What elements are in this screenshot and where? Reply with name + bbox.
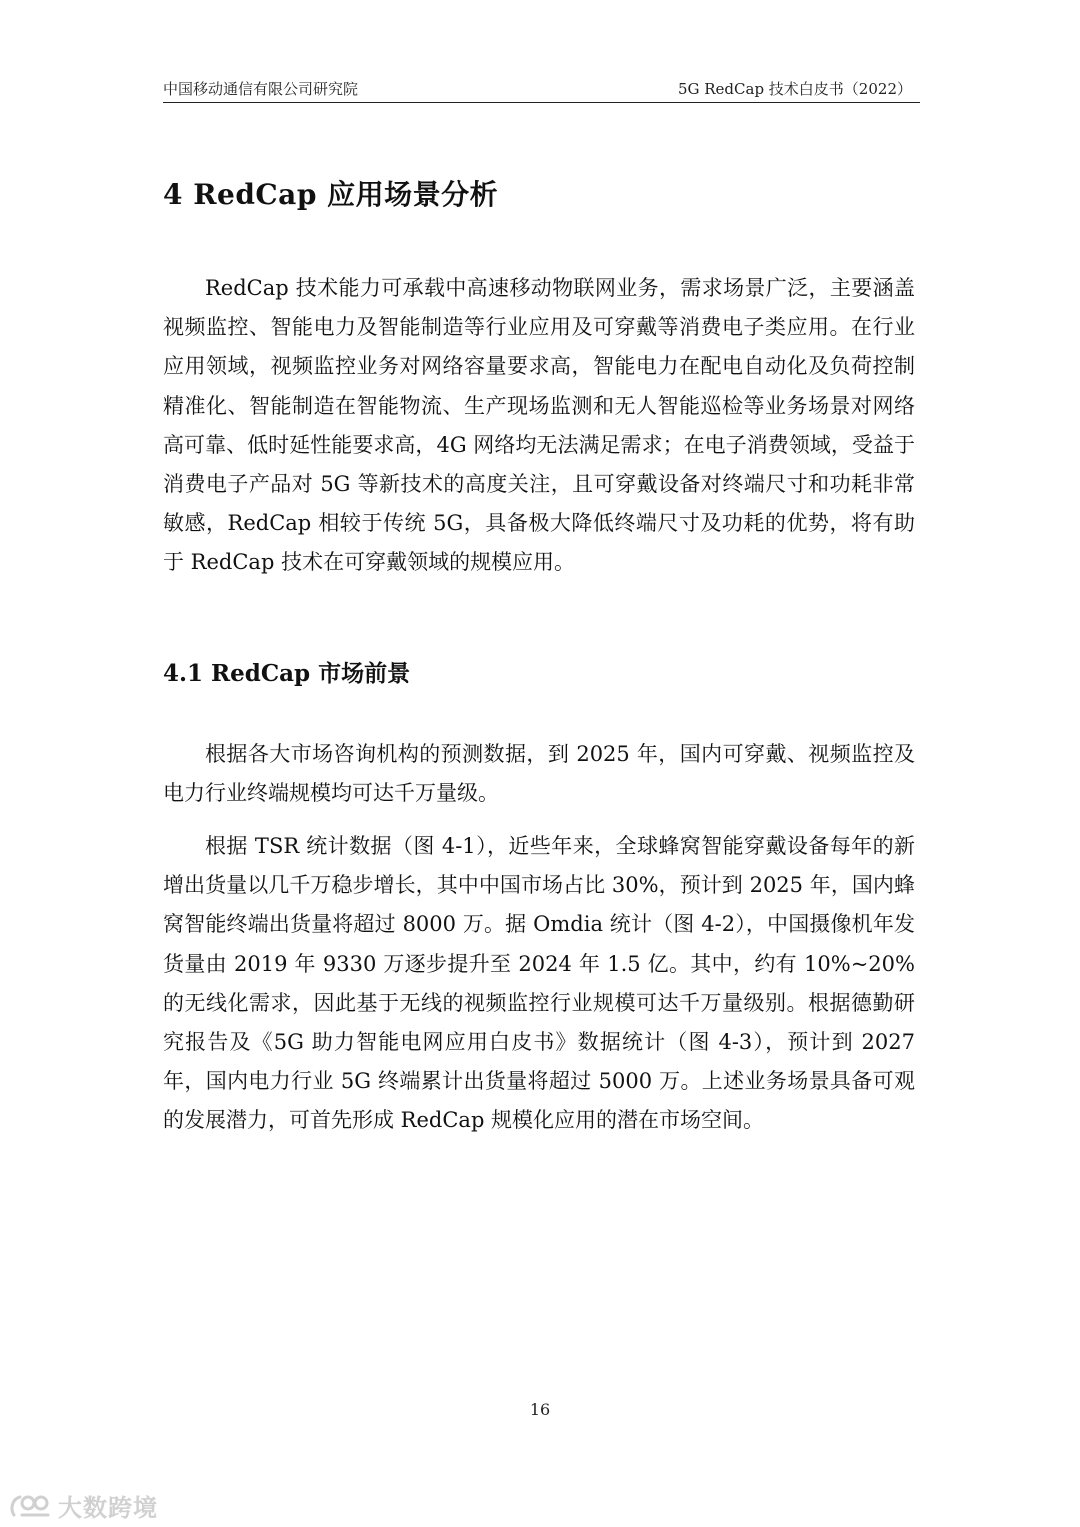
- brand-logo-icon: [8, 1491, 54, 1521]
- section-heading: 4 RedCap 应用场景分析: [163, 178, 499, 211]
- subsection-paragraph-1: 根据各大市场咨询机构的预测数据，到 2025 年，国内可穿戴、视频监控及电力行业终端规模均可达千万量级。: [163, 742, 915, 806]
- page-header: [163, 74, 920, 103]
- subsection-heading: 4.1 RedCap 市场前景: [163, 660, 411, 687]
- watermark-text: 大数跨境: [58, 1494, 158, 1522]
- subsection-paragraph-2: 根据 TSR 统计数据（图 4-1），近些年来，全球蜂窝智能穿戴设备每年的新增出货量以几千万稳步增长，其中中国市场占比 30%，预计到 2025 年，国内蜂窝智能终端出货量将超过 8000 万。据 Omdia 统计（图 4-2），中国摄像机年发货量由 2019 年 9330 万逐步提升至 2024 年 1.5 亿。其中，约有 10%~20%的无线化需求，因此基于无线的视频监控行业规模可达千万量级别。根据德勤研究报告及《5G 助力智能电网应用白皮书》数据统计（图 4-3），预计到 2027 年，国内电力行业 5G 终端累计出货量将超过 5000 万。上述业务场景具备可观的发展潜力，可首先形成 RedCap 规模化应用的潜在市场空间。: [163, 834, 915, 1133]
- header-organization: 中国移动通信有限公司研究院: [163, 80, 359, 98]
- page-number: 16: [529, 1400, 551, 1419]
- section-paragraph: RedCap 技术能力可承载中高速移动物联网业务，需求场景广泛，主要涵盖视频监控、智能电力及智能制造等行业应用及可穿戴等消费电子类应用。在行业应用领域，视频监控业务对网络容量要求高，智能电力在配电自动化及负荷控制精准化、智能制造在智能物流、生产现场监测和无人智能巡检等业务场景对网络高可靠、低时延性能要求高，4G 网络均无法满足需求；在电子消费领域，受益于消费电子产品对 5G 等新技术的高度关注，且可穿戴设备对终端尺寸和功耗非常敏感，RedCap 相较于传统 5G，具备极大降低终端尺寸及功耗的优势，将有助于 RedCap 技术在可穿戴领域的规模应用。: [163, 276, 915, 575]
- header-document-title: 5G RedCap 技术白皮书（2022）: [677, 80, 912, 98]
- watermark: [8, 1488, 158, 1523]
